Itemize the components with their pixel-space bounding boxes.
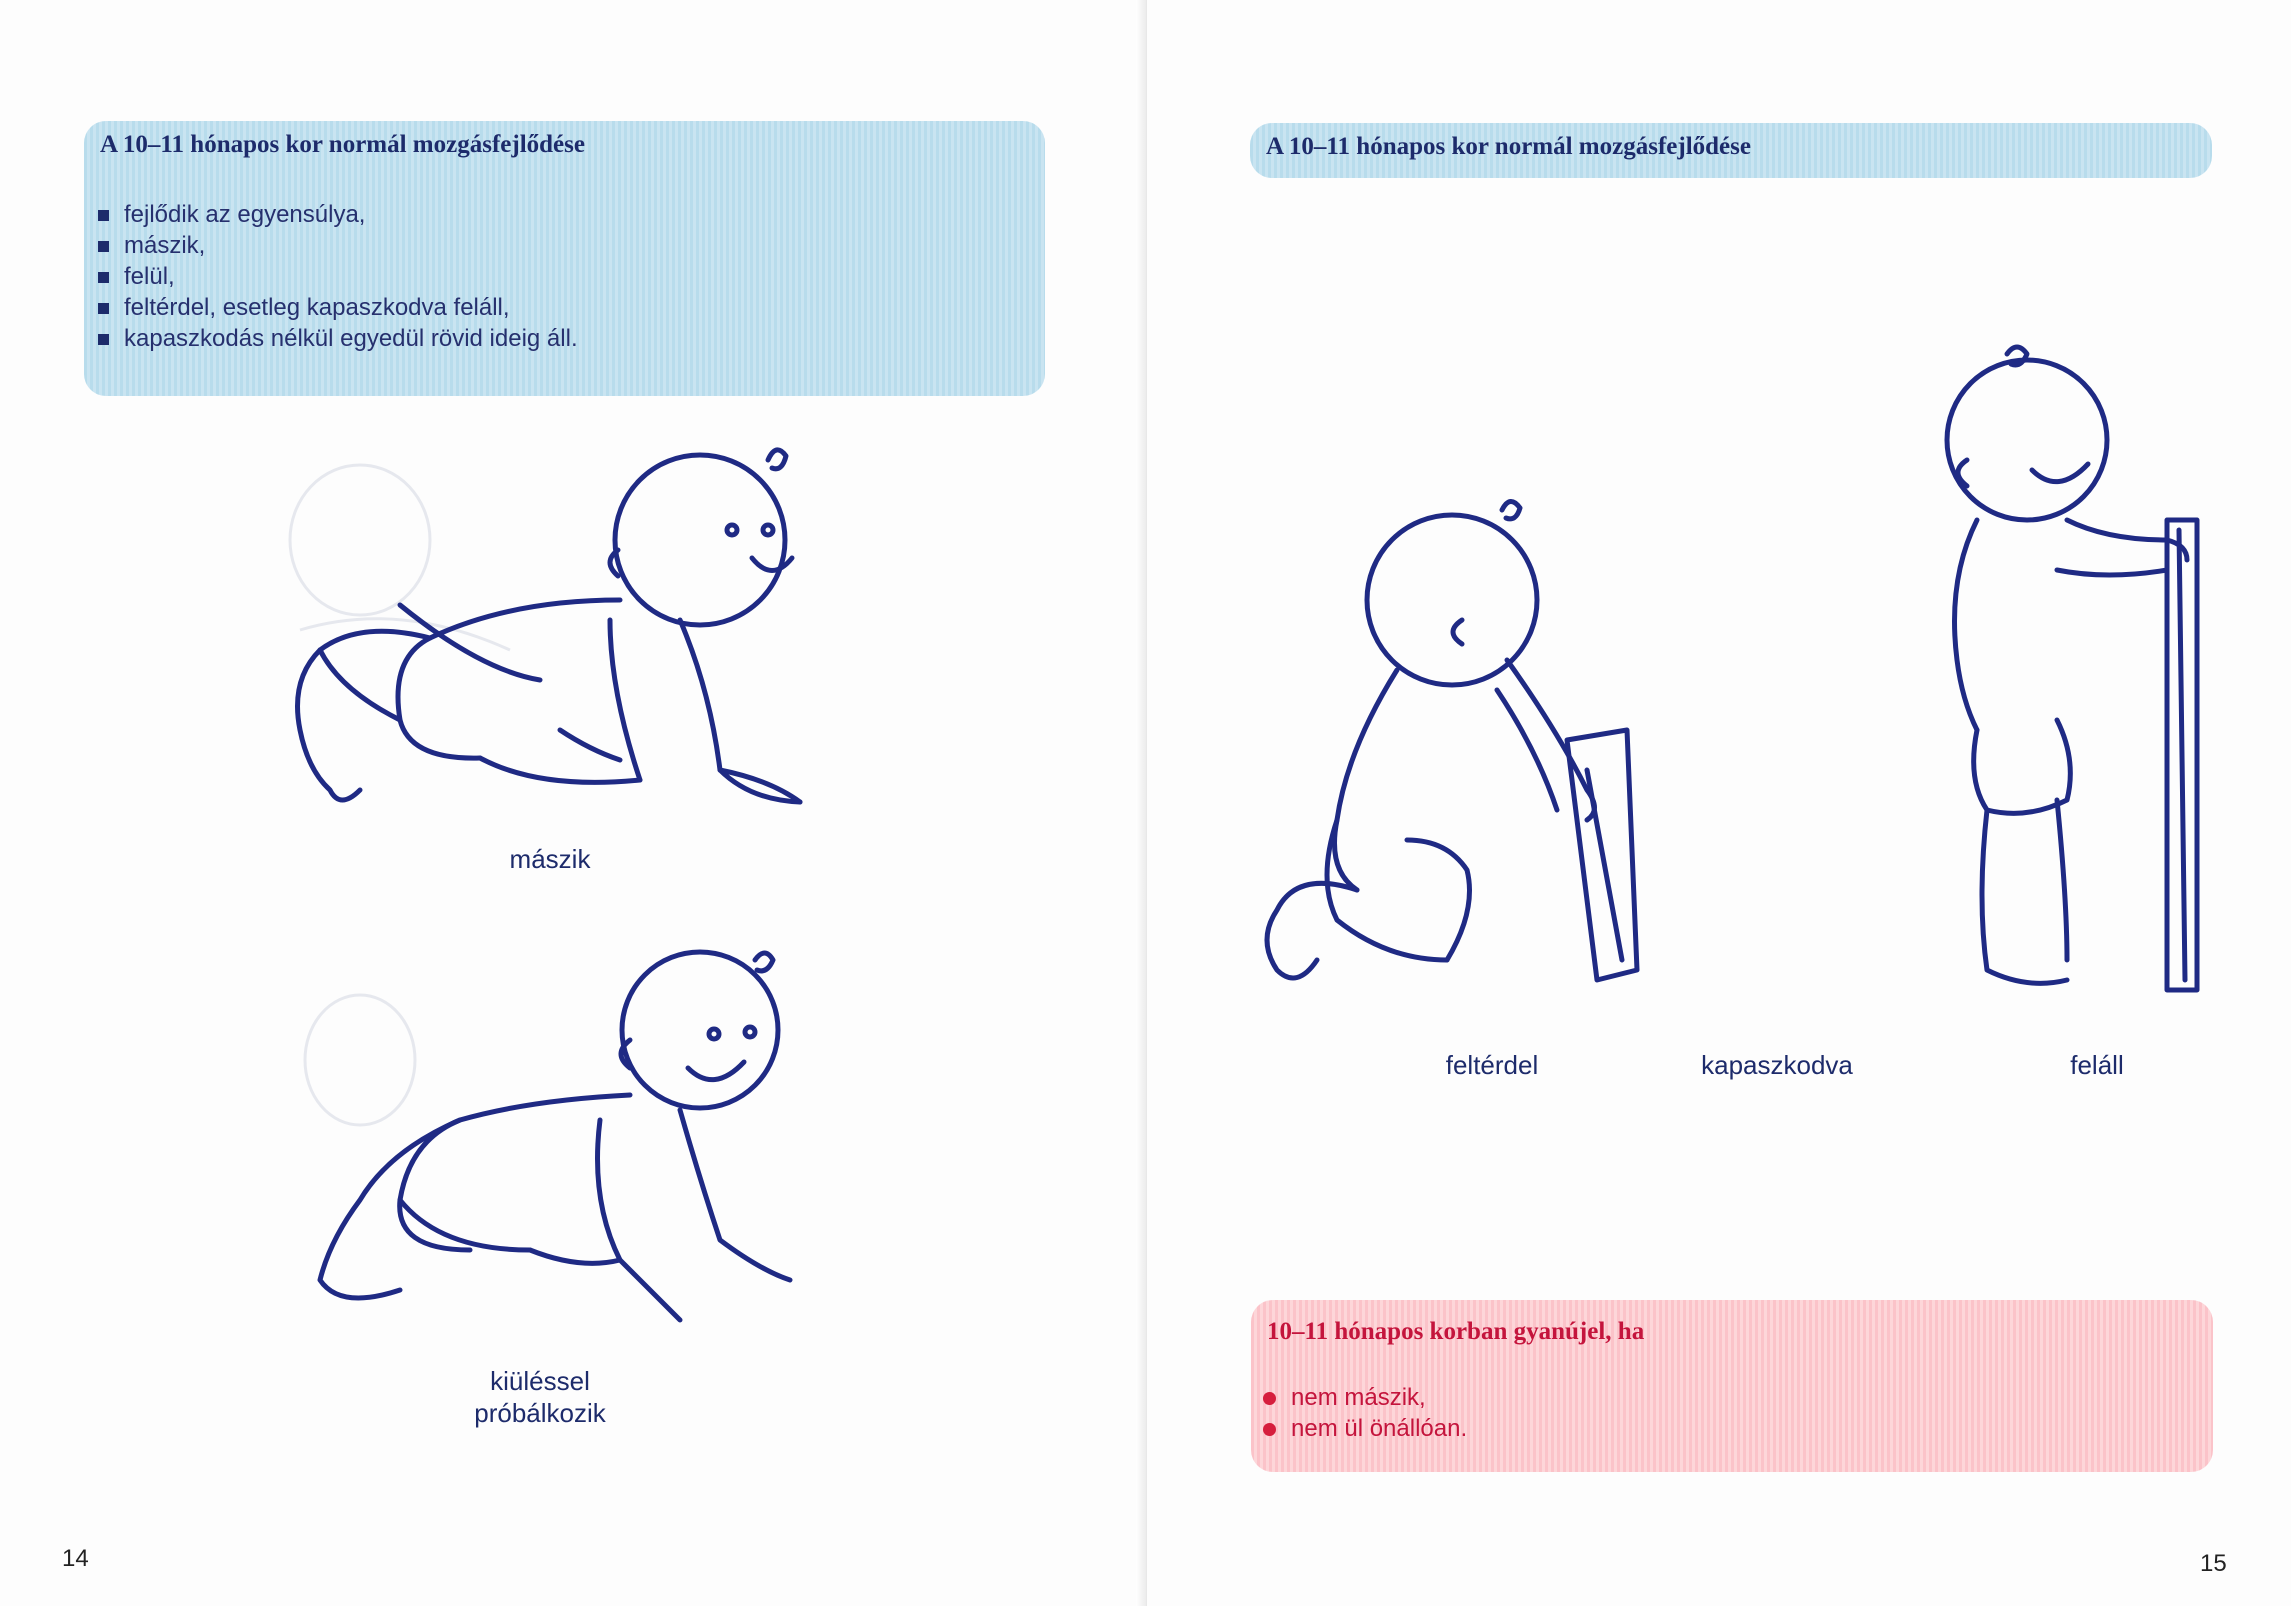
crawling-baby-illustration: [280, 430, 840, 850]
panel-title: A 10–11 hónapos kor normál mozgásfejlődése: [100, 131, 585, 158]
page-number-right: 15: [2200, 1550, 2227, 1577]
list-item: felül,: [84, 261, 578, 292]
left-page: [0, 0, 1144, 1606]
caption-kneel: feltérdel: [1445, 1050, 1539, 1080]
warning-panel: [1251, 1300, 2213, 1472]
caption-line: próbálkozik: [474, 1398, 606, 1428]
page-number-left: 14: [62, 1545, 89, 1572]
list-item: nem ül önállóan.: [1251, 1413, 1467, 1444]
caption-sitting-attempt: [440, 1365, 640, 1429]
caption-stand: feláll: [2070, 1050, 2124, 1080]
caption-line: kiüléssel: [490, 1366, 590, 1396]
standing-baby-illustration: [1867, 340, 2227, 1000]
list-item: mászik,: [84, 230, 578, 261]
development-panel-header: [1250, 123, 2212, 178]
caption-hold: kapaszkodva: [1701, 1050, 1853, 1080]
development-panel: [84, 121, 1045, 396]
list-item: nem mászik,: [1251, 1382, 1467, 1413]
sitting-attempt-baby-illustration: [300, 950, 820, 1370]
caption-crawling: mászik: [509, 844, 591, 874]
list-item: feltérdel, esetleg kapaszkodva feláll,: [84, 292, 578, 323]
right-page: [1147, 0, 2291, 1606]
list-item: kapaszkodás nélkül egyedül rövid ideig áll.: [84, 323, 578, 354]
development-list: [84, 199, 578, 354]
warning-list: [1251, 1382, 1467, 1444]
panel-title: A 10–11 hónapos kor normál mozgásfejlődése: [1266, 133, 1751, 160]
warning-title: 10–11 hónapos korban gyanújel, ha: [1267, 1318, 1645, 1345]
kneeling-baby-illustration: [1257, 490, 1647, 1010]
list-item: fejlődik az egyensúlya,: [84, 199, 578, 230]
